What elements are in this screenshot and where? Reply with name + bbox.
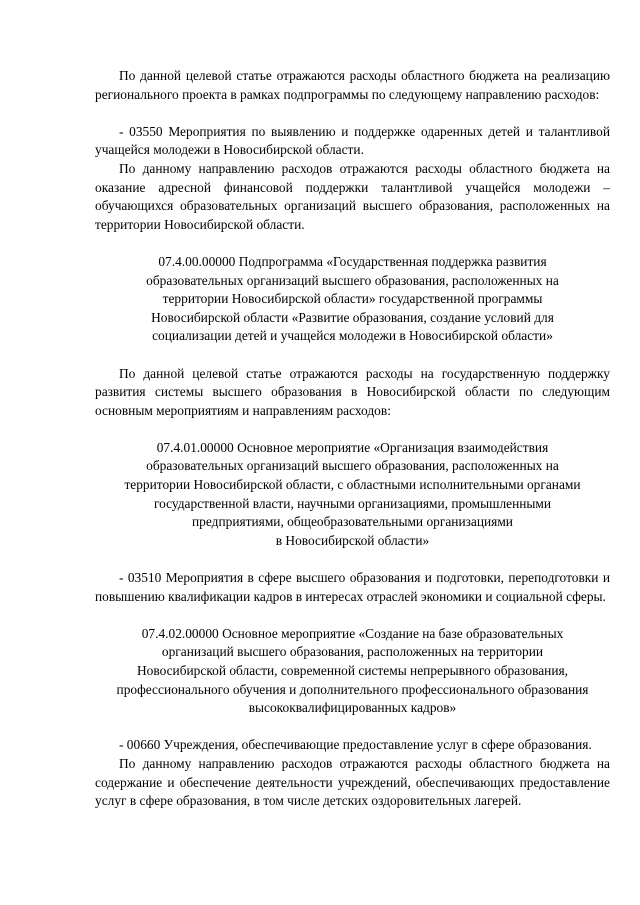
section-heading-line: Новосибирской области «Развитие образования, создание условий для [151,309,554,325]
body-paragraph: По данному направлению расходов отражаются расходы областного бюджета на содержание и обеспечение деятельности учреждений, обеспечивающих предоставление услуг в сфере образования, в том числе детских оздоровительных лагерей. [95,755,610,809]
section-heading-line: образовательных организаций высшего образования, расположенных на [146,458,559,474]
body-paragraph: - 03510 Мероприятия в сфере высшего образования и подготовки, переподготовки и повышению квалификации кадров в интересах отраслей экономики и социальной сферы. [95,570,610,604]
section-heading-line: организаций высшего образования, расположенных на территории [161,644,544,660]
section-heading-line: высококвалифицированных кадров» [248,700,457,716]
section-heading-line: в Новосибирской области» [275,532,430,548]
body-paragraph: - 03550 Мероприятия по выявлению и поддержке одаренных детей и талантливой учащейся молодежи в Новосибирской области. [95,123,610,158]
paragraph-gap [95,234,610,253]
section-heading-line: Новосибирской области, современной системы непрерывного образования, [136,663,569,678]
paragraph-gap [95,420,610,439]
body-paragraph: По данной целевой статье отражаются расходы областного бюджета на реализацию регионального проекта в рамках подпрограммы по следующему направлению расходов: [95,68,610,102]
body-paragraph: По данной целевой статье отражаются расходы на государственную поддержку развития системы высшего образования в Новосибирской области по следующим основным мероприятиям и направлениям расходов: [95,365,610,418]
paragraph-gap [95,346,610,365]
section-heading-line: профессионального обучения и дополнительного профессионального образования [116,681,589,697]
section-heading-line: государственной власти, научными организациями, промышленными [153,495,552,511]
paragraph-gap [95,718,610,737]
section-heading-line: территории Новосибирской области, с областными исполнительными органами [124,477,581,493]
section-heading-line: 07.4.01.00000 Основное мероприятие «Организация взаимодействия [156,439,549,455]
section-heading-line: социализации детей и учащейся молодежи в Новосибирской области» [152,328,553,344]
section-heading-line: территории Новосибирской области» государственной программы [162,291,543,307]
body-paragraph: - 00660 Учреждения, обеспечивающие предоставление услуг в сфере образования. [119,737,592,753]
section-heading [95,253,610,346]
paragraph-gap [95,606,610,625]
section-heading [95,439,610,551]
section-heading [95,625,610,718]
paragraph-gap [95,550,610,569]
section-heading-line: предприятиями, общеобразовательными организациями [192,514,513,530]
section-heading-line: 07.4.00.00000 Подпрограмма «Государственная поддержка развития [158,253,547,269]
section-heading-line: 07.4.02.00000 Основное мероприятие «Создание на базе образовательных [141,625,564,641]
body-paragraph: По данному направлению расходов отражаются расходы областного бюджета на оказание адресной финансовой поддержки талантливой учащейся молодежи – обучающихся образовательных организаций высшего образования, расположенных на территории Новосибирской области. [95,160,610,232]
section-heading-line: образовательных организаций высшего образования, расположенных на [146,272,559,288]
paragraph-gap [95,104,610,123]
